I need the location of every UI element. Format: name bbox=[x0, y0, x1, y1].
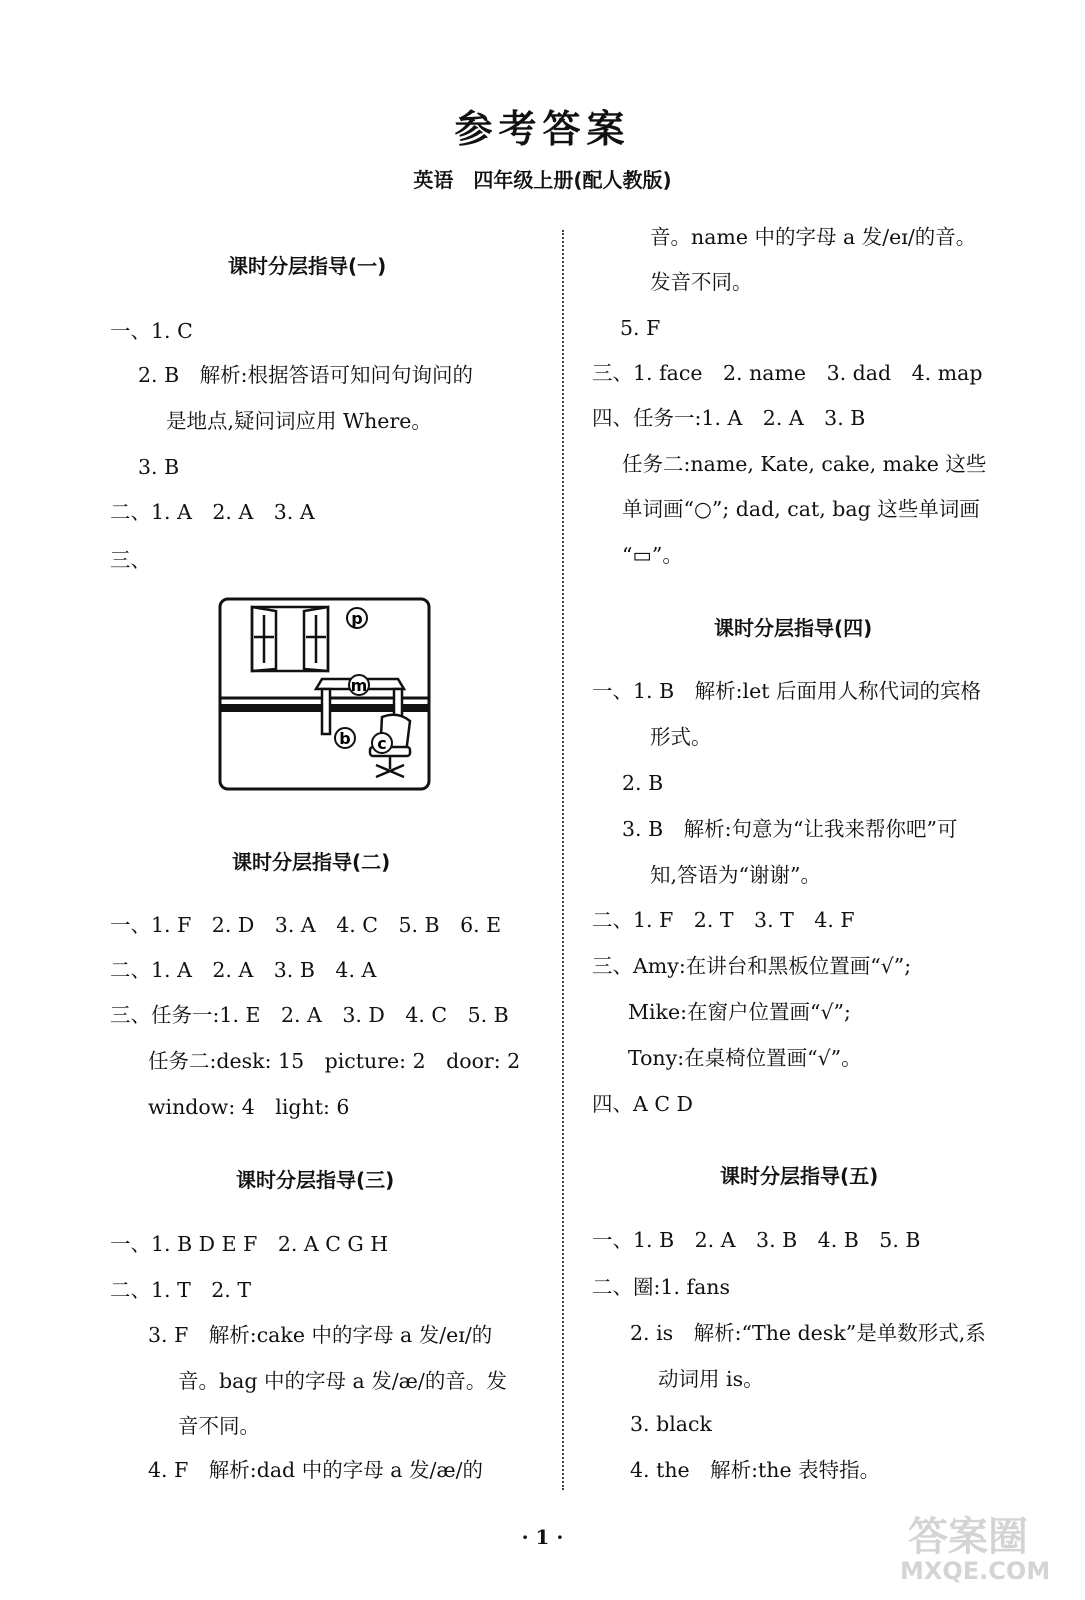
classroom-illustration bbox=[218, 597, 431, 791]
circled-letter-b: b bbox=[339, 729, 351, 748]
answer-line: Tony:在桌椅位置画“√”。 bbox=[628, 1046, 862, 1070]
answer-line: 2. is 解析:“The desk”是单数形式,系 bbox=[630, 1321, 986, 1345]
answer-line: 三、 bbox=[110, 548, 151, 572]
answer-line: Mike:在窗户位置画“√”; bbox=[628, 1000, 851, 1024]
answer-line: 2. B 解析:根据答语可知问句询问的 bbox=[138, 363, 474, 387]
answer-line: 任务二:name, Kate, cake, make 这些 bbox=[622, 452, 987, 476]
answer-line: 3. B bbox=[138, 455, 180, 479]
answer-line: 单词画“○”; dad, cat, bag 这些单词画 bbox=[622, 497, 980, 521]
answer-line: 形式。 bbox=[650, 725, 712, 749]
circled-letter-p: p bbox=[351, 609, 363, 628]
section-title-3: 课时分层指导(三) bbox=[236, 1168, 395, 1192]
page-number: · 1 · bbox=[521, 1525, 564, 1549]
answer-line: 3. B 解析:句意为“让我来帮你吧”可 bbox=[622, 817, 958, 841]
answer-line: 三、Amy:在讲台和黑板位置画“√”; bbox=[592, 954, 912, 978]
section-title-5: 课时分层指导(五) bbox=[720, 1164, 879, 1188]
section-title-4: 课时分层指导(四) bbox=[714, 616, 873, 640]
watermark bbox=[900, 1505, 1060, 1595]
answer-line: 知,答语为“谢谢”。 bbox=[650, 863, 821, 887]
circled-letter-m: m bbox=[350, 676, 368, 695]
answer-line: 二、1. A 2. A 3. A bbox=[110, 500, 315, 524]
answer-line: 二、1. T 2. T bbox=[110, 1278, 251, 1302]
answer-line: 一、1. C bbox=[110, 319, 193, 343]
column-divider bbox=[562, 230, 564, 1490]
answer-line: 音。bag 中的字母 a 发/æ/的音。发 bbox=[178, 1369, 507, 1393]
answer-line: 发音不同。 bbox=[650, 270, 753, 294]
watermark-logo: 答案圈 bbox=[908, 1514, 1028, 1560]
answer-line: 3. F 解析:cake 中的字母 a 发/eɪ/的 bbox=[148, 1323, 493, 1347]
answer-line: “▭”。 bbox=[622, 543, 683, 567]
answer-line: 5. F bbox=[620, 316, 661, 340]
answer-line: 4. F 解析:dad 中的字母 a 发/æ/的 bbox=[148, 1458, 484, 1482]
answer-line: 三、任务一:1. E 2. A 3. D 4. C 5. B bbox=[110, 1003, 509, 1027]
answer-line: 2. B bbox=[622, 771, 664, 795]
answer-line: 是地点,疑问词应用 Where。 bbox=[166, 409, 432, 433]
answer-line: 一、1. B 解析:let 后面用人称代词的宾格 bbox=[592, 679, 981, 703]
circled-letter-c: c bbox=[377, 734, 387, 753]
answer-line: 一、1. B 2. A 3. B 4. B 5. B bbox=[592, 1228, 921, 1252]
answer-line: 音不同。 bbox=[178, 1414, 260, 1438]
answer-line: 二、1. A 2. A 3. B 4. A bbox=[110, 958, 377, 982]
answer-line: 音。name 中的字母 a 发/eɪ/的音。 bbox=[650, 225, 977, 249]
answer-line: 动词用 is。 bbox=[658, 1367, 764, 1391]
answer-line: 三、1. face 2. name 3. dad 4. map bbox=[592, 361, 983, 385]
answer-line: 二、1. F 2. T 3. T 4. F bbox=[592, 908, 855, 932]
answer-line: 一、1. F 2. D 3. A 4. C 5. B 6. E bbox=[110, 913, 502, 937]
section-title-2: 课时分层指导(二) bbox=[232, 850, 391, 874]
answer-line: 四、任务一:1. A 2. A 3. B bbox=[592, 406, 866, 430]
answer-line: window: 4 light: 6 bbox=[148, 1095, 350, 1119]
answer-line: 二、圈:1. fans bbox=[592, 1275, 731, 1299]
answer-line: 4. the 解析:the 表特指。 bbox=[630, 1458, 881, 1482]
answer-line: 3. black bbox=[630, 1412, 712, 1436]
answer-line: 一、1. B D E F 2. A C G H bbox=[110, 1232, 389, 1256]
answer-line: 任务二:desk: 15 picture: 2 door: 2 bbox=[148, 1049, 521, 1073]
page-title: 参考答案 bbox=[454, 107, 631, 151]
section-title-1: 课时分层指导(一) bbox=[228, 254, 387, 278]
watermark-site: MXQE.COM bbox=[900, 1557, 1051, 1585]
page-subtitle: 英语 四年级上册(配人教版) bbox=[413, 168, 672, 192]
answer-line: 四、A C D bbox=[592, 1092, 693, 1116]
